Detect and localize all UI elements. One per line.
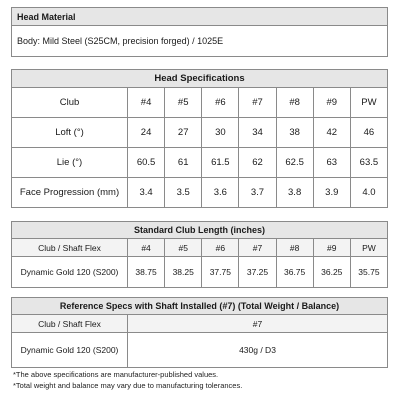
table-header-row: [12, 315, 388, 333]
head-material-title: Head Material: [12, 8, 388, 26]
column-header: #7: [128, 315, 388, 333]
cell: 3.8: [276, 178, 313, 208]
column-header: Club / Shaft Flex: [12, 315, 128, 333]
cell: 430g / D3: [128, 333, 388, 368]
footnote: *Total weight and balance may vary due to manufacturing tolerances.: [13, 381, 243, 390]
cell: 3.6: [202, 178, 239, 208]
cell: 62.5: [276, 148, 313, 178]
cell: 61: [165, 148, 202, 178]
cell: 3.9: [313, 178, 350, 208]
column-header: #6: [202, 239, 239, 257]
column-header: #8: [276, 88, 313, 118]
cell: 3.4: [128, 178, 165, 208]
reference-specs-table: [11, 297, 388, 368]
table-row: [12, 118, 388, 148]
column-header: #5: [165, 88, 202, 118]
row-label: Face Progression (mm): [12, 178, 128, 208]
cell: 24: [128, 118, 165, 148]
cell: 38: [276, 118, 313, 148]
head-material-body: Body: Mild Steel (S25CM, precision forged) / 1025E: [12, 26, 388, 57]
cell: 62: [239, 148, 276, 178]
row-label: Dynamic Gold 120 (S200): [12, 333, 128, 368]
cell: 36.25: [313, 257, 350, 288]
cell: 4.0: [350, 178, 387, 208]
table-header-row: [12, 239, 388, 257]
table-row: [12, 148, 388, 178]
cell: 27: [165, 118, 202, 148]
cell: 36.75: [276, 257, 313, 288]
cell: 38.25: [165, 257, 202, 288]
column-header: Club / Shaft Flex: [12, 239, 128, 257]
column-header: PW: [350, 239, 387, 257]
cell: 30: [202, 118, 239, 148]
cell: 61.5: [202, 148, 239, 178]
column-header: #4: [128, 88, 165, 118]
club-length-title: Standard Club Length (inches): [12, 222, 388, 239]
column-header: #9: [313, 239, 350, 257]
table-row: [12, 178, 388, 208]
column-header: #7: [239, 88, 276, 118]
head-specifications-title: Head Specifications: [12, 70, 388, 88]
table-row: [12, 257, 388, 288]
club-length-table: [11, 221, 388, 288]
column-header: PW: [350, 88, 387, 118]
row-label: Dynamic Gold 120 (S200): [12, 257, 128, 288]
cell: 37.75: [202, 257, 239, 288]
row-label: Loft (°): [12, 118, 128, 148]
cell: 46: [350, 118, 387, 148]
head-specifications-table: [11, 69, 388, 208]
cell: 60.5: [128, 148, 165, 178]
cell: 38.75: [128, 257, 165, 288]
column-header: #5: [165, 239, 202, 257]
table-header-row: [12, 88, 388, 118]
column-header: #6: [202, 88, 239, 118]
reference-specs-title: Reference Specs with Shaft Installed (#7) (Total Weight / Balance): [12, 298, 388, 315]
column-header: #8: [276, 239, 313, 257]
cell: 42: [313, 118, 350, 148]
column-header: #4: [128, 239, 165, 257]
footnotes: [13, 369, 242, 391]
cell: 63: [313, 148, 350, 178]
row-label: Lie (°): [12, 148, 128, 178]
column-header: #7: [239, 239, 276, 257]
table-row: [12, 333, 388, 368]
cell: 37.25: [239, 257, 276, 288]
cell: 3.5: [165, 178, 202, 208]
head-material-table: [11, 7, 388, 57]
cell: 35.75: [350, 257, 387, 288]
cell: 34: [239, 118, 276, 148]
cell: 3.7: [239, 178, 276, 208]
column-header: #9: [313, 88, 350, 118]
footnote: *The above specifications are manufacturer-published values.: [13, 370, 219, 379]
column-header: Club: [12, 88, 128, 118]
cell: 63.5: [350, 148, 387, 178]
